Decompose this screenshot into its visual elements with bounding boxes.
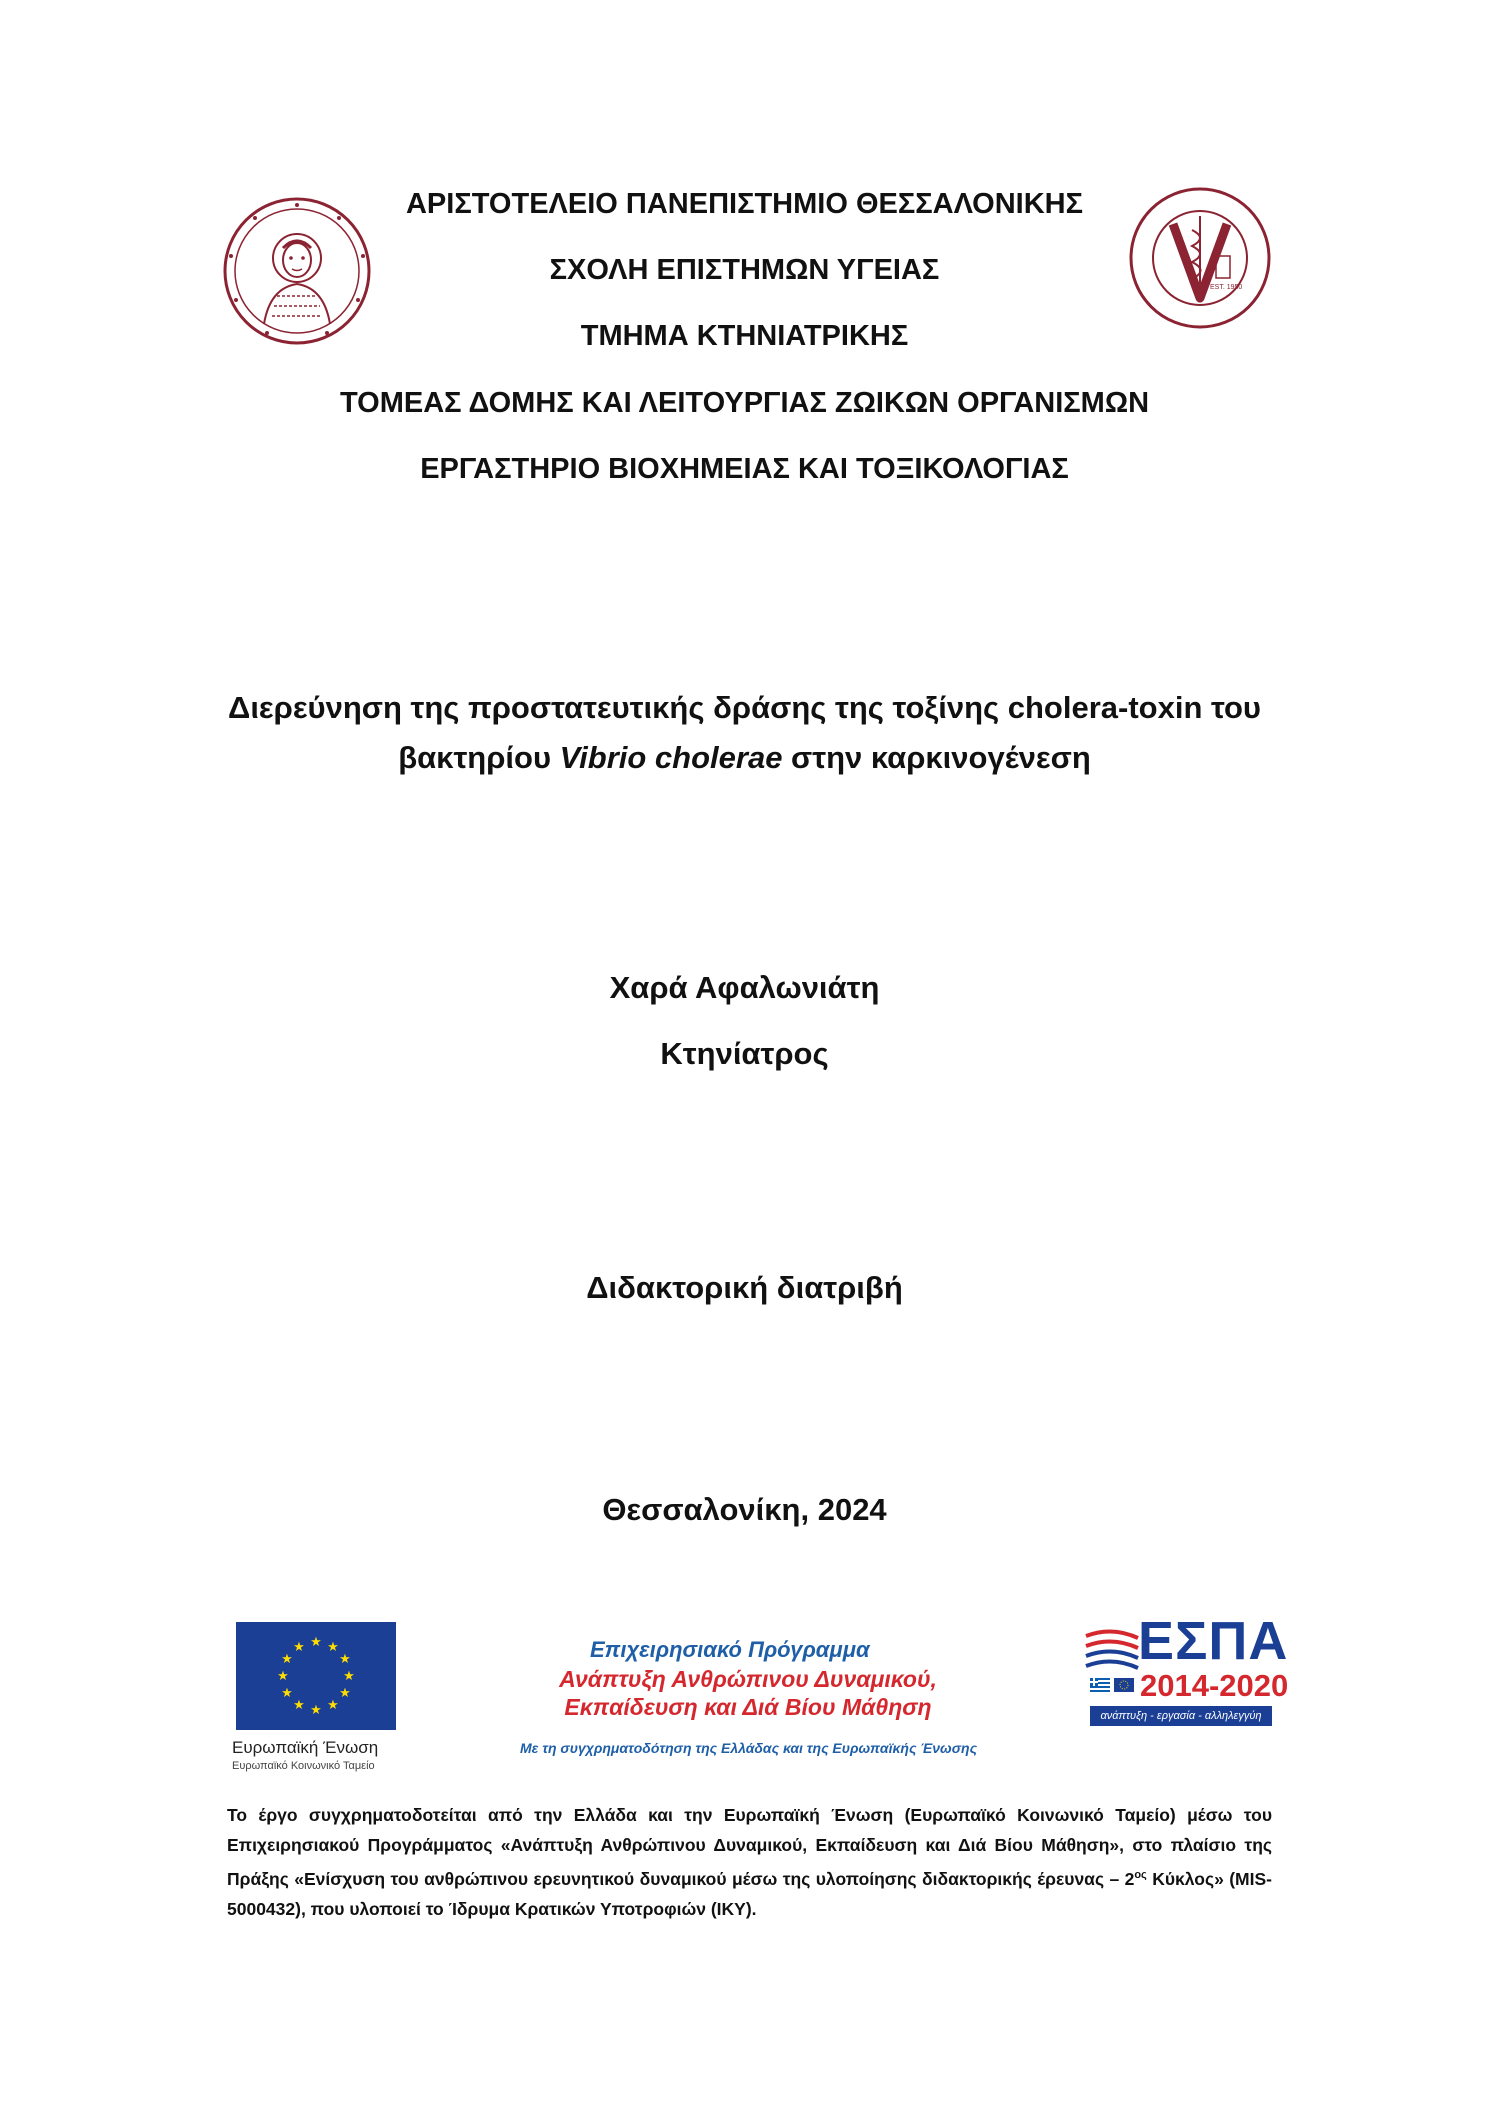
op-name-line1: Ανάπτυξη Ανθρώπινου Δυναμικού, <box>559 1666 937 1692</box>
thesis-title-species: Vibrio cholerae <box>559 740 783 775</box>
eu-flag-logo <box>236 1622 396 1730</box>
op-cofunding: Με τη συγχρηματοδότηση της Ελλάδας και της Ευρωπαϊκής Ένωσης <box>520 1740 978 1756</box>
op-name <box>538 1665 958 1721</box>
thesis-title-line2-start: βακτηρίου <box>398 740 560 775</box>
svg-text:★: ★ <box>281 1686 293 1701</box>
place-date: Θεσσαλονίκη, 2024 <box>602 1492 887 1527</box>
eu-sublabel: Ευρωπαϊκό Κοινωνικό Ταμείο <box>232 1760 375 1772</box>
espa-swoosh-icon <box>1084 1628 1140 1670</box>
thesis-title-line2 <box>0 736 1489 780</box>
thesis-title-line1: Διερεύνηση της προστατευτικής δράσης της τοξίνης cholera-toxin του <box>228 690 1261 725</box>
document-type: Διδακτορική διατριβή <box>586 1270 903 1305</box>
eu-label: Ευρωπαϊκή Ένωση <box>232 1738 379 1757</box>
author-name: Χαρά Αφαλωνιάτη <box>609 970 880 1005</box>
svg-text:★: ★ <box>339 1652 351 1667</box>
sector-name: ΤΟΜΕΑΣ ΔΟΜΗΣ ΚΑΙ ΛΕΙΤΟΥΡΓΙΑΣ ΖΩΙΚΩΝ ΟΡΓΑΝΙΣΜΩΝ <box>339 387 1150 419</box>
svg-text:★: ★ <box>293 1640 305 1655</box>
school-name: ΣΧΟΛΗ ΕΠΙΣΤΗΜΩΝ ΥΓΕΙΑΣ <box>549 254 940 286</box>
laboratory-name: ΕΡΓΑΣΤΗΡΙΟ ΒΙΟΧΗΜΕΙΑΣ ΚΑΙ ΤΟΞΙΚΟΛΟΓΙΑΣ <box>420 453 1069 485</box>
funding-text-end: Κύκλος» (MIS-5000432), που υλοποιεί το Ίδρυμα Κρατικών Υποτροφιών (ΙΚΥ). <box>227 1868 1272 1919</box>
svg-text:★: ★ <box>343 1669 355 1684</box>
espa-slogan: ανάπτυξη - εργασία - αλληλεγγύη <box>1090 1706 1272 1726</box>
svg-text:★: ★ <box>281 1652 293 1667</box>
svg-text:★: ★ <box>293 1698 305 1713</box>
svg-text:★: ★ <box>327 1698 339 1713</box>
espa-wordmark: ΕΣΠΑ <box>1138 1611 1289 1671</box>
espa-flags-icon <box>1090 1678 1134 1692</box>
svg-text:★: ★ <box>310 1703 322 1718</box>
op-name-line2: Εκπαίδευση και Διά Βίου Μάθηση <box>564 1694 932 1720</box>
funding-statement <box>227 1800 1272 1924</box>
svg-text:★: ★ <box>310 1635 322 1650</box>
department-name: ΤΜΗΜΑ ΚΤΗΝΙΑΤΡΙΚΗΣ <box>580 320 909 352</box>
svg-text:★: ★ <box>277 1669 289 1684</box>
funding-ordinal: ος <box>1134 1869 1147 1881</box>
thesis-title-line2-end: στην καρκινογένεση <box>782 740 1091 775</box>
funding-text: Το έργο συγχρηματοδοτείται από την Ελλάδα και την Ευρωπαϊκή Ένωση (Ευρωπαϊκό Κοινωνικό Ταμείο) μέσω του Επιχειρησιακού Προγράμματος «Ανάπτυξη Ανθρώπινου Δυναμικού, Εκπαίδευση και Διά Βίου Μάθηση», στο πλαίσιο της Πράξης «Ενίσχυση του ανθρώπινου ερευνητικού δυναμικού μέσω της υλοποίησης διδακτορικής έρευνας – 2 <box>227 1805 1272 1889</box>
author-profession: Κτηνίατρος <box>660 1036 829 1071</box>
university-name: ΑΡΙΣΤΟΤΕΛΕΙΟ ΠΑΝΕΠΙΣΤΗΜΙΟ ΘΕΣΣΑΛΟΝΙΚΗΣ <box>405 188 1084 220</box>
svg-text:★: ★ <box>339 1686 351 1701</box>
op-title: Επιχειρησιακό Πρόγραμμα <box>590 1637 870 1662</box>
svg-text:★: ★ <box>327 1640 339 1655</box>
vet-seal-est: EST. 1950 <box>1210 284 1243 291</box>
espa-years: 2014-2020 <box>1140 1668 1289 1703</box>
thesis-title <box>0 686 1489 780</box>
